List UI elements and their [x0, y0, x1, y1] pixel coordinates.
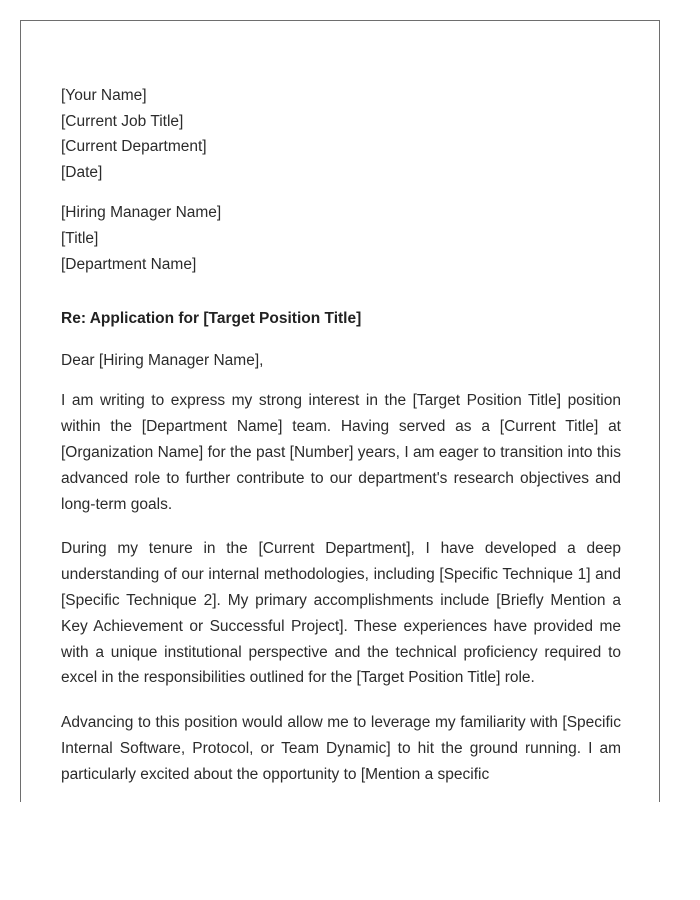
salutation: Dear [Hiring Manager Name],: [61, 351, 264, 369]
sender-block: [61, 83, 621, 185]
body-paragraph-1: I am writing to express my strong interest in the [Target Position Title] position within the [Department Name] team. Having served as a [Current Title] at [Organization Name] for the past [Number] years, I am eager to transition into this advanced role to further contribute to our department's research objectives and long-term goals.: [61, 392, 621, 513]
recipient-department: [Department Name]: [61, 255, 197, 273]
recipient-title: [Title]: [61, 229, 99, 247]
recipient-block: [61, 200, 621, 277]
subject-line: Re: Application for [Target Position Title]: [61, 310, 362, 328]
letter-body: [61, 83, 621, 788]
sender-name: [Your Name]: [61, 87, 147, 104]
letter-page: [20, 20, 660, 802]
sender-department: [Current Department]: [61, 138, 207, 156]
letter-date: [Date]: [61, 163, 103, 181]
sender-job-title: [Current Job Title]: [61, 112, 184, 130]
body-paragraph-3: Advancing to this position would allow me to leverage my familiarity with [Specific Internal Software, Protocol, or Team Dynamic] to hit the ground running. I am particularly excited about the opportunity to [Mention a specific: [61, 714, 621, 783]
recipient-name: [Hiring Manager Name]: [61, 204, 222, 222]
body-paragraph-2: During my tenure in the [Current Department], I have developed a deep understanding of our internal methodologies, including [Specific Technique 1] and [Specific Technique 2]. My primary accomplishments include [Briefly Mention a Key Achievement or Successful Project]. These experiences have provided me with a unique institutional perspective and the technical proficiency required to excel in the responsibilities outlined for the [Target Position Title] role.: [61, 540, 621, 687]
